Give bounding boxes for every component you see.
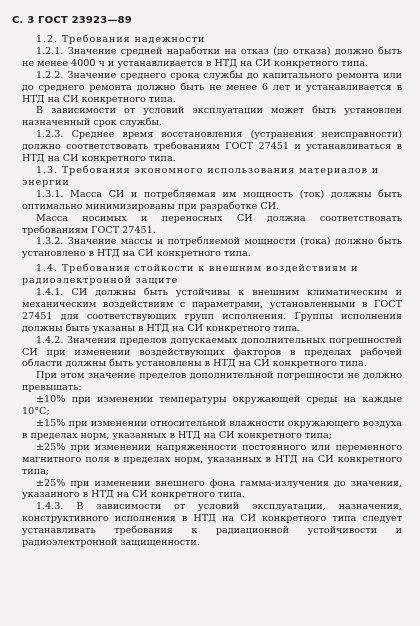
paragraph-service-life-note: В зависимости от условий эксплуатации может быть установлен назначенный срок службы. [22, 105, 402, 129]
paragraph-1-3-2: 1.3.2. Значение массы и потребляемой мощности (тока) должно быть установлено в НТД на СИ конкретного типа. [22, 236, 402, 260]
list-item-temperature: ±10% при изменении температуры окружающей среды на каждые 10°С; [22, 394, 402, 418]
section-heading-economy: 1.3. Требования экономного использования материалов и энергии [22, 164, 380, 188]
paragraph-1-4-2: 1.4.2. Значения пределов допускаемых дополнительных погрешностей СИ при изменении воздействующих факторов в пределах рабочей области должны быть установлены в НТД на СИ конкретного типа. [22, 334, 402, 370]
paragraph-1-2-1: 1.2.1. Значение средней наработки на отказ (до отказа) должно быть не менее 4000 ч и устанавливается в НТД на СИ конкретного типа. [22, 45, 402, 69]
page-header: С. 3 ГОСТ 23923—89 [12, 15, 132, 26]
section-heading-reliability: 1.2. Требования надежности [36, 34, 206, 45]
list-item-gamma-background: ±25% при изменении внешнего фона гамма-излучения до значения, указанного в НТД на СИ конкретного типа. [22, 477, 402, 501]
list-item-magnetic-field: ±25% при изменении напряженности постоянного или переменного магнитного поля в пределах норм, указанных в НТД на СИ конкретного типа; [22, 441, 402, 477]
paragraph-1-2-3: 1.2.3. Среднее время восстановления (устранения неисправности) должно соответствовать требованиям ГОСТ 27451 и устанавливаться в НТД на СИ конкретного типа. [22, 129, 402, 165]
paragraph-1-3-1: 1.3.1. Масса СИ и потребляемая им мощность (ток) должны быть оптимально минимизированы при разработке СИ. [22, 188, 402, 212]
document-body [22, 34, 402, 549]
section-heading-resistance: 1.4. Требования стойкости к внешним воздействиям и радиоэлектронной защите [22, 263, 359, 287]
paragraph-1-4-1: 1.4.1. СИ должны быть устойчивы к внешним климатическим и механическим воздействиям с параметрами, установленными в ГОСТ 27451 для соответствующих групп исполнения. Группы исполнения должны быть указаны в НТД на СИ конкретного типа. [22, 287, 402, 334]
list-item-humidity: ±15% при изменении относительной влажности окружающего воздуха в пределах норм, указанных в НТД на СИ конкретного типа; [22, 418, 402, 441]
paragraph-portable-mass: Масса носимых и переносных СИ должна соответствовать требованиям ГОСТ 27451. [22, 212, 402, 236]
paragraph-1-2-2: 1.2.2. Значение среднего срока службы до капитального ремонта или до среднего ремонта должно быть не менее 6 лет и устанавливается в НТД на СИ конкретного типа. [22, 69, 402, 105]
paragraph-1-4-3: 1.4.3. В зависимости от условий эксплуатации, назначения, конструктивного исполнения в НТД на СИ конкретного типа следует устанавливать требования к радиационной устойчивости и радиоэлектронной защищенности. [22, 501, 402, 549]
paragraph-limits-intro: При этом значение пределов дополнительной погрешности не должно превышать: [22, 370, 402, 394]
